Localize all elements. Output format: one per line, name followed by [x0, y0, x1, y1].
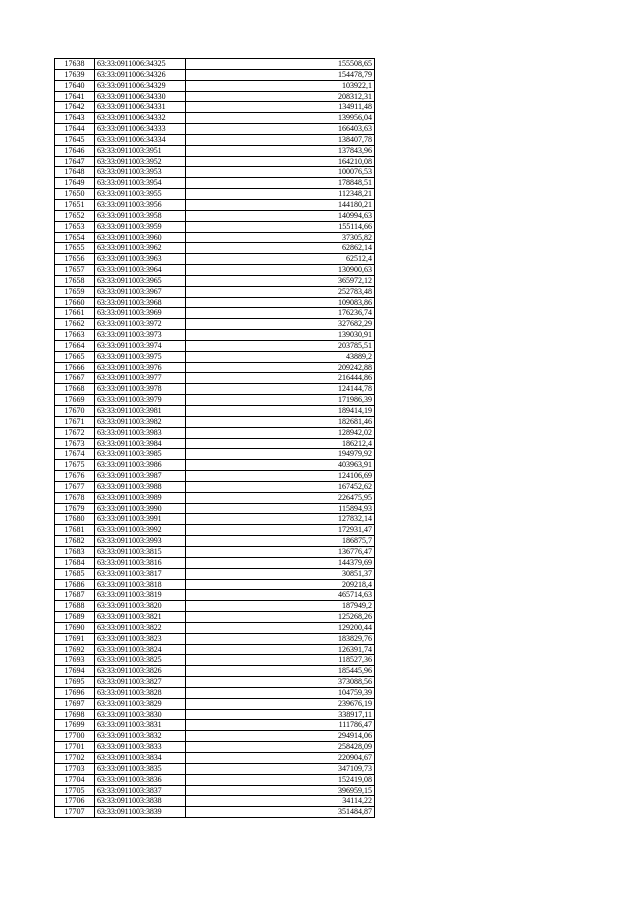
- table-row: [55, 731, 375, 742]
- row-number-cell: 17676: [55, 471, 95, 482]
- cadastral-number-cell: 63:33:0911003:3963: [95, 254, 186, 265]
- table-row: [55, 297, 375, 308]
- cadastral-value-cell: 187949,2: [186, 601, 375, 612]
- cadastral-value-cell: 347109,73: [186, 763, 375, 774]
- table-body: [55, 59, 375, 818]
- cadastral-value-cell: 136776,47: [186, 546, 375, 557]
- table-row: [55, 720, 375, 731]
- cadastral-number-cell: 63:33:0911003:3978: [95, 384, 186, 395]
- cadastral-number-cell: 63:33:0911003:3833: [95, 742, 186, 753]
- table-row: [55, 601, 375, 612]
- table-row: [55, 232, 375, 243]
- cadastral-value-cell: 155508,65: [186, 59, 375, 70]
- cadastral-value-cell: 62512,4: [186, 254, 375, 265]
- row-number-cell: 17703: [55, 763, 95, 774]
- cadastral-value-cell: 182681,46: [186, 416, 375, 427]
- row-number-cell: 17706: [55, 796, 95, 807]
- row-number-cell: 17673: [55, 438, 95, 449]
- cadastral-value-cell: 144180,21: [186, 199, 375, 210]
- table-row: [55, 395, 375, 406]
- cadastral-number-cell: 63:33:0911003:3815: [95, 546, 186, 557]
- row-number-cell: 17643: [55, 113, 95, 124]
- table-row: [55, 145, 375, 156]
- cadastral-value-cell: 137843,96: [186, 145, 375, 156]
- table-row: [55, 286, 375, 297]
- row-number-cell: 17683: [55, 546, 95, 557]
- row-number-cell: 17669: [55, 395, 95, 406]
- row-number-cell: 17675: [55, 460, 95, 471]
- row-number-cell: 17653: [55, 221, 95, 232]
- cadastral-value-cell: 43889,2: [186, 351, 375, 362]
- cadastral-number-cell: 63:33:0911003:3979: [95, 395, 186, 406]
- cadastral-number-cell: 63:33:0911003:3953: [95, 167, 186, 178]
- row-number-cell: 17688: [55, 601, 95, 612]
- cadastral-number-cell: 63:33:0911003:3829: [95, 698, 186, 709]
- table-row: [55, 319, 375, 330]
- table-row: [55, 330, 375, 341]
- table-row: [55, 492, 375, 503]
- cadastral-number-cell: 63:33:0911003:3828: [95, 687, 186, 698]
- cadastral-value-cell: 128942,02: [186, 427, 375, 438]
- cadastral-number-cell: 63:33:0911003:3823: [95, 633, 186, 644]
- cadastral-value-cell: 62862,14: [186, 243, 375, 254]
- table-row: [55, 124, 375, 135]
- row-number-cell: 17702: [55, 753, 95, 764]
- row-number-cell: 17662: [55, 319, 95, 330]
- cadastral-number-cell: 63:33:0911003:3822: [95, 622, 186, 633]
- table-row: [55, 774, 375, 785]
- cadastral-value-cell: 220904,67: [186, 753, 375, 764]
- cadastral-number-cell: 63:33:0911003:3972: [95, 319, 186, 330]
- cadastral-value-cell: 139030,91: [186, 330, 375, 341]
- cadastral-value-cell: 186212,4: [186, 438, 375, 449]
- cadastral-number-cell: 63:33:0911006:34333: [95, 124, 186, 135]
- table-row: [55, 481, 375, 492]
- table-row: [55, 113, 375, 124]
- row-number-cell: 17701: [55, 742, 95, 753]
- table-row: [55, 568, 375, 579]
- table-row: [55, 427, 375, 438]
- cadastral-value-cell: 396959,15: [186, 785, 375, 796]
- cadastral-value-cell: 209218,4: [186, 579, 375, 590]
- cadastral-value-cell: 139956,04: [186, 113, 375, 124]
- row-number-cell: 17664: [55, 340, 95, 351]
- cadastral-value-cell: 194979,92: [186, 449, 375, 460]
- table-row: [55, 340, 375, 351]
- table-row: [55, 373, 375, 384]
- table-row: [55, 275, 375, 286]
- cadastral-value-cell: 178848,51: [186, 178, 375, 189]
- row-number-cell: 17697: [55, 698, 95, 709]
- cadastral-number-cell: 63:33:0911006:34332: [95, 113, 186, 124]
- cadastral-value-cell: 129200,44: [186, 622, 375, 633]
- cadastral-value-cell: 30851,37: [186, 568, 375, 579]
- row-number-cell: 17682: [55, 536, 95, 547]
- table-row: [55, 460, 375, 471]
- row-number-cell: 17698: [55, 709, 95, 720]
- cadastral-number-cell: 63:33:0911003:3976: [95, 362, 186, 373]
- row-number-cell: 17668: [55, 384, 95, 395]
- cadastral-value-cell: 126391,74: [186, 644, 375, 655]
- cadastral-value-cell: 338917,11: [186, 709, 375, 720]
- cadastral-value-cell: 124144,78: [186, 384, 375, 395]
- table-row: [55, 308, 375, 319]
- cadastral-value-cell: 155114,66: [186, 221, 375, 232]
- row-number-cell: 17644: [55, 124, 95, 135]
- table-row: [55, 210, 375, 221]
- cadastral-value-cell: 100076,53: [186, 167, 375, 178]
- table-row: [55, 503, 375, 514]
- table-row: [55, 796, 375, 807]
- cadastral-number-cell: 63:33:0911006:34331: [95, 102, 186, 113]
- row-number-cell: 17651: [55, 199, 95, 210]
- row-number-cell: 17687: [55, 590, 95, 601]
- cadastral-number-cell: 63:33:0911003:3819: [95, 590, 186, 601]
- row-number-cell: 17659: [55, 286, 95, 297]
- cadastral-number-cell: 63:33:0911003:3838: [95, 796, 186, 807]
- table-row: [55, 91, 375, 102]
- cadastral-number-cell: 63:33:0911003:3975: [95, 351, 186, 362]
- row-number-cell: 17667: [55, 373, 95, 384]
- row-number-cell: 17685: [55, 568, 95, 579]
- table-row: [55, 102, 375, 113]
- cadastral-number-cell: 63:33:0911003:3965: [95, 275, 186, 286]
- table-row: [55, 644, 375, 655]
- cadastral-value-cell: 189414,19: [186, 406, 375, 417]
- cadastral-number-cell: 63:33:0911003:3821: [95, 612, 186, 623]
- table-row: [55, 785, 375, 796]
- cadastral-value-cell: 171986,39: [186, 395, 375, 406]
- row-number-cell: 17639: [55, 69, 95, 80]
- cadastral-number-cell: 63:33:0911003:3989: [95, 492, 186, 503]
- cadastral-value-cell: 403963,91: [186, 460, 375, 471]
- table-row: [55, 687, 375, 698]
- cadastral-number-cell: 63:33:0911003:3835: [95, 763, 186, 774]
- row-number-cell: 17665: [55, 351, 95, 362]
- row-number-cell: 17657: [55, 265, 95, 276]
- row-number-cell: 17672: [55, 427, 95, 438]
- row-number-cell: 17671: [55, 416, 95, 427]
- table-row: [55, 546, 375, 557]
- cadastral-value-cell: 252783,48: [186, 286, 375, 297]
- cadastral-value-cell: 226475,95: [186, 492, 375, 503]
- cadastral-number-cell: 63:33:0911003:3988: [95, 481, 186, 492]
- row-number-cell: 17690: [55, 622, 95, 633]
- cadastral-number-cell: 63:33:0911003:3832: [95, 731, 186, 742]
- cadastral-value-cell: 166403,63: [186, 124, 375, 135]
- row-number-cell: 17660: [55, 297, 95, 308]
- cadastral-value-cell: 373088,56: [186, 677, 375, 688]
- table-row: [55, 471, 375, 482]
- row-number-cell: 17689: [55, 612, 95, 623]
- cadastral-value-cell: 351484,87: [186, 807, 375, 818]
- row-number-cell: 17674: [55, 449, 95, 460]
- cadastral-number-cell: 63:33:0911003:3825: [95, 655, 186, 666]
- row-number-cell: 17650: [55, 189, 95, 200]
- cadastral-number-cell: 63:33:0911003:3951: [95, 145, 186, 156]
- cadastral-number-cell: 63:33:0911003:3817: [95, 568, 186, 579]
- cadastral-value-cell: 34114,22: [186, 796, 375, 807]
- cadastral-number-cell: 63:33:0911003:3830: [95, 709, 186, 720]
- table-row: [55, 189, 375, 200]
- row-number-cell: 17663: [55, 330, 95, 341]
- row-number-cell: 17704: [55, 774, 95, 785]
- cadastral-number-cell: 63:33:0911003:3992: [95, 525, 186, 536]
- cadastral-value-cell: 115894,93: [186, 503, 375, 514]
- cadastral-value-cell: 112348,21: [186, 189, 375, 200]
- cadastral-value-cell: 154478,79: [186, 69, 375, 80]
- cadastral-value-cell: 118527,36: [186, 655, 375, 666]
- cadastral-value-cell: 134911,48: [186, 102, 375, 113]
- cadastral-value-cell: 144379,69: [186, 557, 375, 568]
- cadastral-value-cell: 109083,86: [186, 297, 375, 308]
- cadastral-number-cell: 63:33:0911003:3960: [95, 232, 186, 243]
- cadastral-number-cell: 63:33:0911003:3816: [95, 557, 186, 568]
- cadastral-number-cell: 63:33:0911003:3837: [95, 785, 186, 796]
- table-row: [55, 514, 375, 525]
- cadastral-value-cell: 111786,47: [186, 720, 375, 731]
- row-number-cell: 17638: [55, 59, 95, 70]
- cadastral-number-cell: 63:33:0911003:3956: [95, 199, 186, 210]
- cadastral-value-cell: 258428,09: [186, 742, 375, 753]
- table-row: [55, 525, 375, 536]
- table-row: [55, 406, 375, 417]
- table-row: [55, 698, 375, 709]
- table-row: [55, 69, 375, 80]
- row-number-cell: 17642: [55, 102, 95, 113]
- table-row: [55, 633, 375, 644]
- table-row: [55, 134, 375, 145]
- cadastral-value-cell: 140994,63: [186, 210, 375, 221]
- cadastral-value-cell: 103922,1: [186, 80, 375, 91]
- cadastral-number-cell: 63:33:0911003:3839: [95, 807, 186, 818]
- cadastral-value-cell: 186875,7: [186, 536, 375, 547]
- cadastral-number-cell: 63:33:0911003:3831: [95, 720, 186, 731]
- cadastral-number-cell: 63:33:0911003:3836: [95, 774, 186, 785]
- row-number-cell: 17694: [55, 666, 95, 677]
- row-number-cell: 17705: [55, 785, 95, 796]
- row-number-cell: 17691: [55, 633, 95, 644]
- table-row: [55, 579, 375, 590]
- row-number-cell: 17645: [55, 134, 95, 145]
- cadastral-number-cell: 63:33:0911003:3820: [95, 601, 186, 612]
- table-row: [55, 753, 375, 764]
- cadastral-number-cell: 63:33:0911003:3958: [95, 210, 186, 221]
- cadastral-number-cell: 63:33:0911003:3826: [95, 666, 186, 677]
- cadastral-value-cell: 152419,08: [186, 774, 375, 785]
- row-number-cell: 17686: [55, 579, 95, 590]
- cadastral-value-cell: 172931,47: [186, 525, 375, 536]
- cadastral-number-cell: 63:33:0911003:3990: [95, 503, 186, 514]
- row-number-cell: 17670: [55, 406, 95, 417]
- row-number-cell: 17640: [55, 80, 95, 91]
- cadastral-value-cell: 125268,26: [186, 612, 375, 623]
- row-number-cell: 17695: [55, 677, 95, 688]
- row-number-cell: 17648: [55, 167, 95, 178]
- table-row: [55, 416, 375, 427]
- cadastral-number-cell: 63:33:0911003:3954: [95, 178, 186, 189]
- table-row: [55, 709, 375, 720]
- row-number-cell: 17681: [55, 525, 95, 536]
- cadastral-value-cell: 203785,51: [186, 340, 375, 351]
- cadastral-number-cell: 63:33:0911003:3982: [95, 416, 186, 427]
- row-number-cell: 17677: [55, 481, 95, 492]
- row-number-cell: 17684: [55, 557, 95, 568]
- cadastral-value-cell: 127832,14: [186, 514, 375, 525]
- cadastral-value-cell: 239676,19: [186, 698, 375, 709]
- row-number-cell: 17700: [55, 731, 95, 742]
- row-number-cell: 17678: [55, 492, 95, 503]
- row-number-cell: 17680: [55, 514, 95, 525]
- table-row: [55, 156, 375, 167]
- cadastral-number-cell: 63:33:0911003:3955: [95, 189, 186, 200]
- row-number-cell: 17696: [55, 687, 95, 698]
- cadastral-number-cell: 63:33:0911003:3824: [95, 644, 186, 655]
- cadastral-value-cell: 185445,96: [186, 666, 375, 677]
- table-row: [55, 384, 375, 395]
- cadastral-number-cell: 63:33:0911003:3993: [95, 536, 186, 547]
- cadastral-number-cell: 63:33:0911003:3983: [95, 427, 186, 438]
- cadastral-value-cell: 365972,12: [186, 275, 375, 286]
- cadastral-value-cell: 327682,29: [186, 319, 375, 330]
- row-number-cell: 17679: [55, 503, 95, 514]
- cadastral-number-cell: 63:33:0911003:3834: [95, 753, 186, 764]
- table-row: [55, 807, 375, 818]
- cadastral-number-cell: 63:33:0911006:34326: [95, 69, 186, 80]
- cadastral-value-cell: 465714,63: [186, 590, 375, 601]
- cadastral-number-cell: 63:33:0911003:3984: [95, 438, 186, 449]
- table-row: [55, 666, 375, 677]
- cadastral-number-cell: 63:33:0911003:3952: [95, 156, 186, 167]
- row-number-cell: 17654: [55, 232, 95, 243]
- table-row: [55, 655, 375, 666]
- table-row: [55, 590, 375, 601]
- row-number-cell: 17658: [55, 275, 95, 286]
- table-row: [55, 254, 375, 265]
- cadastral-number-cell: 63:33:0911006:34329: [95, 80, 186, 91]
- cadastral-number-cell: 63:33:0911003:3969: [95, 308, 186, 319]
- row-number-cell: 17652: [55, 210, 95, 221]
- table-row: [55, 265, 375, 276]
- cadastral-value-cell: 294914,06: [186, 731, 375, 742]
- table-row: [55, 80, 375, 91]
- row-number-cell: 17666: [55, 362, 95, 373]
- cadastral-number-cell: 63:33:0911003:3967: [95, 286, 186, 297]
- cadastral-number-cell: 63:33:0911003:3974: [95, 340, 186, 351]
- table-row: [55, 742, 375, 753]
- table-row: [55, 362, 375, 373]
- cadastral-value-cell: 208312,31: [186, 91, 375, 102]
- cadastral-number-cell: 63:33:0911003:3986: [95, 460, 186, 471]
- cadastral-number-cell: 63:33:0911003:3973: [95, 330, 186, 341]
- cadastral-value-table: [54, 58, 375, 818]
- cadastral-value-cell: 216444,86: [186, 373, 375, 384]
- cadastral-value-cell: 209242,88: [186, 362, 375, 373]
- cadastral-value-cell: 183829,76: [186, 633, 375, 644]
- table-row: [55, 167, 375, 178]
- table-row: [55, 199, 375, 210]
- row-number-cell: 17656: [55, 254, 95, 265]
- cadastral-value-cell: 176236,74: [186, 308, 375, 319]
- cadastral-number-cell: 63:33:0911003:3964: [95, 265, 186, 276]
- table-row: [55, 622, 375, 633]
- table-row: [55, 536, 375, 547]
- cadastral-value-cell: 164210,08: [186, 156, 375, 167]
- table-row: [55, 178, 375, 189]
- cadastral-number-cell: 63:33:0911006:34334: [95, 134, 186, 145]
- cadastral-number-cell: 63:33:0911003:3968: [95, 297, 186, 308]
- row-number-cell: 17646: [55, 145, 95, 156]
- cadastral-number-cell: 63:33:0911003:3818: [95, 579, 186, 590]
- cadastral-number-cell: 63:33:0911003:3962: [95, 243, 186, 254]
- cadastral-number-cell: 63:33:0911003:3959: [95, 221, 186, 232]
- cadastral-number-cell: 63:33:0911003:3827: [95, 677, 186, 688]
- row-number-cell: 17647: [55, 156, 95, 167]
- row-number-cell: 17661: [55, 308, 95, 319]
- cadastral-value-cell: 124106,69: [186, 471, 375, 482]
- row-number-cell: 17693: [55, 655, 95, 666]
- row-number-cell: 17649: [55, 178, 95, 189]
- cadastral-number-cell: 63:33:0911003:3987: [95, 471, 186, 482]
- table-row: [55, 438, 375, 449]
- cadastral-value-cell: 37305,82: [186, 232, 375, 243]
- row-number-cell: 17641: [55, 91, 95, 102]
- table-row: [55, 221, 375, 232]
- cadastral-value-cell: 167452,62: [186, 481, 375, 492]
- table-row: [55, 449, 375, 460]
- cadastral-number-cell: 63:33:0911003:3991: [95, 514, 186, 525]
- row-number-cell: 17692: [55, 644, 95, 655]
- table-row: [55, 59, 375, 70]
- cadastral-value-cell: 138407,78: [186, 134, 375, 145]
- cadastral-number-cell: 63:33:0911003:3977: [95, 373, 186, 384]
- row-number-cell: 17655: [55, 243, 95, 254]
- cadastral-number-cell: 63:33:0911003:3985: [95, 449, 186, 460]
- table-row: [55, 677, 375, 688]
- table-row: [55, 612, 375, 623]
- cadastral-number-cell: 63:33:0911006:34325: [95, 59, 186, 70]
- cadastral-number-cell: 63:33:0911006:34330: [95, 91, 186, 102]
- table-row: [55, 557, 375, 568]
- table-row: [55, 243, 375, 254]
- table-row: [55, 351, 375, 362]
- cadastral-value-cell: 104759,39: [186, 687, 375, 698]
- table-row: [55, 763, 375, 774]
- row-number-cell: 17699: [55, 720, 95, 731]
- cadastral-value-cell: 130900,63: [186, 265, 375, 276]
- row-number-cell: 17707: [55, 807, 95, 818]
- cadastral-number-cell: 63:33:0911003:3981: [95, 406, 186, 417]
